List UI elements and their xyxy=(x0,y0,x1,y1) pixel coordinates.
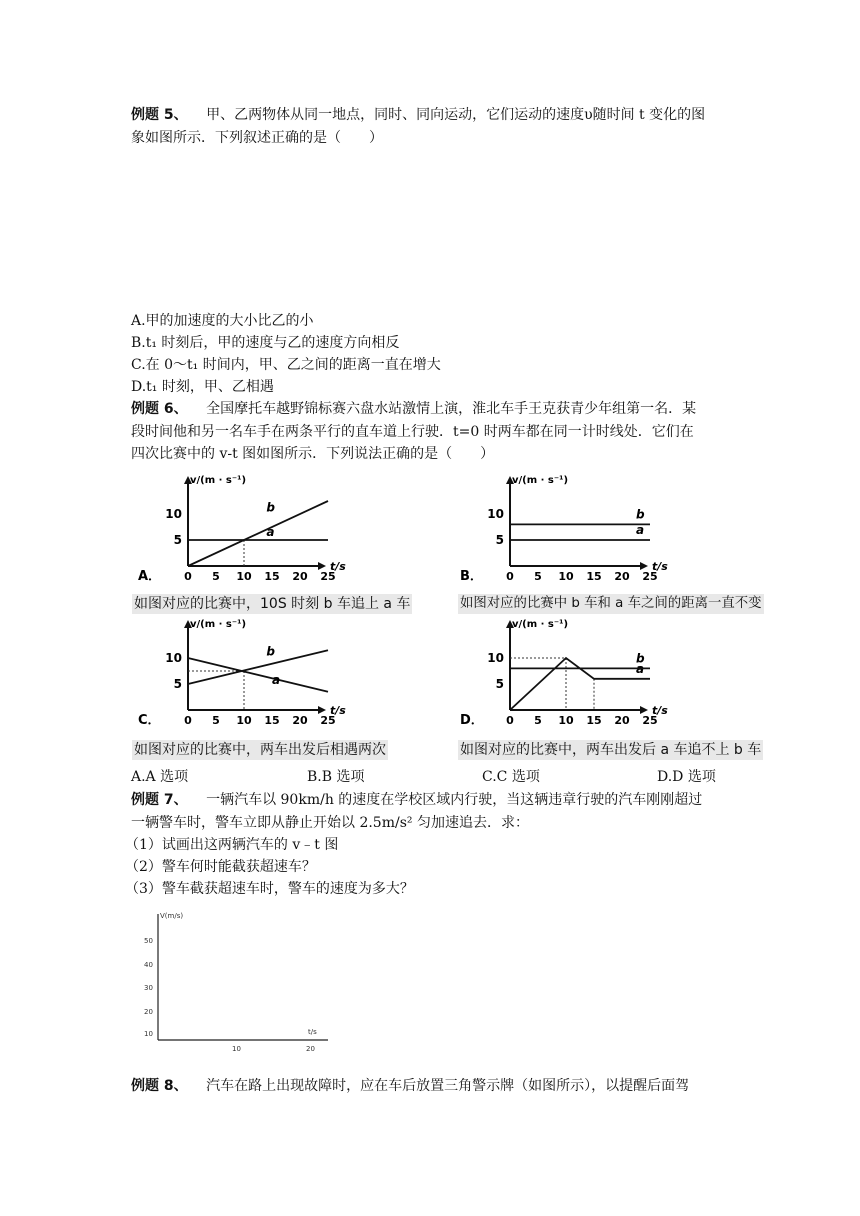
q5-text-1: 甲、乙两物体从同一地点，同时、同向运动，它们运动的速度υ随时间 t 变化的图 xyxy=(206,107,706,123)
y-tick-label: 5 xyxy=(173,533,182,547)
x-axis-arrow xyxy=(318,706,326,714)
q7-xtick-10: 10 xyxy=(232,1045,241,1053)
q7-line-1 xyxy=(131,789,702,811)
x-tick-label: 0 xyxy=(506,714,514,727)
series-label-a: a xyxy=(636,523,645,537)
series-line-b xyxy=(188,501,328,566)
series-label-b: b xyxy=(636,651,645,666)
series-label-b: b xyxy=(266,644,275,659)
y-tick-label: 10 xyxy=(487,507,504,521)
series-line-b xyxy=(188,650,328,684)
y-axis-label: v/(m · s⁻¹) xyxy=(190,619,247,630)
q8-line-1 xyxy=(131,1075,689,1097)
x-axis-label: t/s xyxy=(652,704,668,717)
x-tick-label: 5 xyxy=(534,570,542,583)
q7-blank-graph xyxy=(140,906,350,1056)
q6-caption-d: 如图对应的比赛中，两车出发后 a 车追不上 b 车 xyxy=(460,742,762,758)
series-label-a: a xyxy=(272,673,281,687)
q7-ytick-30: 30 xyxy=(144,984,153,992)
q7-text-1: 一辆汽车以 90km/h 的速度在学校区域内行驶，当这辆违章行驶的汽车刚刚超过 xyxy=(206,792,703,808)
q7-x-label: t/s xyxy=(308,1028,317,1036)
x-tick-label: 15 xyxy=(264,714,280,727)
q6-graph-b-svg xyxy=(458,474,758,594)
q7-label: 例题 7、 xyxy=(131,792,188,808)
series-label-b: b xyxy=(266,500,275,515)
q6-text-2: 段时间他和另一名车手在两条平行的直车道上行驶．t=0 时两车都在同一计时线处．它们在 xyxy=(131,424,694,440)
q6-graph-b xyxy=(458,474,758,594)
q6-text-1: 全国摩托车越野锦标赛六盘水站激情上演，淮北车手王克获青少年组第一名．某 xyxy=(206,401,697,417)
series-line-a xyxy=(188,658,328,692)
q8-label: 例题 8、 xyxy=(131,1078,188,1094)
series-label-a: a xyxy=(636,661,645,676)
x-tick-label: 0 xyxy=(184,714,192,727)
q6-caption-a: 如图对应的比赛中，10S 时刻 b 车追上 a 车 xyxy=(134,596,411,612)
y-tick-label: 5 xyxy=(495,533,504,547)
x-tick-label: 25 xyxy=(642,714,658,727)
q7-ytick-40: 40 xyxy=(144,961,153,969)
q6-graph-a-svg xyxy=(136,474,436,594)
panel-letter: A． xyxy=(138,569,162,584)
q6-graph-a xyxy=(136,474,436,594)
q6-choice-b: B.B 选项 xyxy=(307,769,365,785)
y-axis-label: v/(m · s⁻¹) xyxy=(190,475,247,486)
q7-ytick-50: 50 xyxy=(144,937,153,945)
y-axis-label: v/(m · s⁻¹) xyxy=(512,619,569,630)
q6-graph-c xyxy=(136,618,436,738)
q6-line-1 xyxy=(131,398,696,420)
q6-text-3: 四次比赛中的 v-t 图如图所示．下列说法正确的是（ ） xyxy=(131,446,495,462)
x-tick-label: 15 xyxy=(586,570,602,583)
q7-y-label: V(m/s) xyxy=(160,912,184,920)
series-line-a xyxy=(510,658,650,710)
q6-graph-c-svg xyxy=(136,618,436,738)
q7-ytick-20: 20 xyxy=(144,1008,153,1016)
x-tick-label: 25 xyxy=(642,570,658,583)
x-tick-label: 10 xyxy=(236,714,252,727)
x-tick-label: 20 xyxy=(292,714,308,727)
x-axis-label: t/s xyxy=(330,704,346,717)
q5-option-d: D.t₁ 时刻，甲、乙相遇 xyxy=(131,379,274,395)
x-tick-label: 20 xyxy=(292,570,308,583)
x-tick-label: 0 xyxy=(184,570,192,583)
q8-text-1: 汽车在路上出现故障时，应在车后放置三角警示牌（如图所示），以提醒后面驾 xyxy=(206,1078,690,1094)
q7-xtick-20: 20 xyxy=(306,1045,315,1053)
q6-choice-a: A.A 选项 xyxy=(131,769,189,785)
x-axis-arrow xyxy=(318,562,326,570)
q7-sub-3: （3）警车截获超速车时，警车的速度为多大？ xyxy=(125,881,414,897)
q5-option-b: B.t₁ 时刻后，甲的速度与乙的速度方向相反 xyxy=(131,335,400,351)
y-tick-label: 5 xyxy=(495,677,504,691)
x-tick-label: 25 xyxy=(320,570,336,583)
x-tick-label: 5 xyxy=(212,570,220,583)
x-tick-label: 10 xyxy=(558,570,574,583)
series-label-a: a xyxy=(266,525,275,539)
q5-text-2: 象如图所示．下列叙述正确的是（ ） xyxy=(131,130,383,146)
q7-blank-graph-svg xyxy=(140,906,350,1056)
panel-letter: B． xyxy=(460,569,483,584)
panel-letter: D． xyxy=(460,713,484,728)
q6-graph-d-svg xyxy=(458,618,758,738)
q6-choice-d: D.D 选项 xyxy=(657,769,716,785)
x-tick-label: 15 xyxy=(586,714,602,727)
q5-option-c: C.在 0～t₁ 时间内，甲、乙之间的距离一直在增大 xyxy=(131,357,441,373)
panel-letter: C． xyxy=(138,713,161,728)
q6-choice-c: C.C 选项 xyxy=(482,769,540,785)
x-tick-label: 0 xyxy=(506,570,514,583)
y-tick-label: 5 xyxy=(173,677,182,691)
q5-label: 例题 5、 xyxy=(131,107,188,123)
x-tick-label: 10 xyxy=(558,714,574,727)
q6-label: 例题 6、 xyxy=(131,401,188,417)
x-axis-arrow xyxy=(640,706,648,714)
x-tick-label: 25 xyxy=(320,714,336,727)
x-tick-label: 20 xyxy=(614,570,630,583)
x-axis-arrow xyxy=(640,562,648,570)
x-tick-label: 10 xyxy=(236,570,252,583)
y-tick-label: 10 xyxy=(165,507,182,521)
q7-sub-1: （1）试画出这两辆汽车的 v﹣t 图 xyxy=(125,837,339,853)
series-label-b: b xyxy=(636,507,645,522)
q5-line-1 xyxy=(131,104,705,126)
q7-text-2: 一辆警车时，警车立即从静止开始以 2.5m/s² 匀加速追去．求： xyxy=(131,815,529,831)
x-tick-label: 5 xyxy=(534,714,542,727)
x-axis-label: t/s xyxy=(652,560,668,573)
y-axis-label: v/(m · s⁻¹) xyxy=(512,475,569,486)
q6-caption-c: 如图对应的比赛中，两车出发后相遇两次 xyxy=(134,742,386,758)
q6-caption-b: 如图对应的比赛中 b 车和 a 车之间的距离一直不变 xyxy=(458,594,764,614)
q6-graph-d xyxy=(458,618,758,738)
y-tick-label: 10 xyxy=(165,651,182,665)
q5-option-a: A.甲的加速度的大小比乙的小 xyxy=(131,313,314,329)
x-axis-label: t/s xyxy=(330,560,346,573)
y-tick-label: 10 xyxy=(487,651,504,665)
x-tick-label: 20 xyxy=(614,714,630,727)
q7-sub-2: （2）警车何时能截获超速车？ xyxy=(125,859,316,875)
x-tick-label: 5 xyxy=(212,714,220,727)
x-tick-label: 15 xyxy=(264,570,280,583)
q7-ytick-10: 10 xyxy=(144,1030,153,1038)
